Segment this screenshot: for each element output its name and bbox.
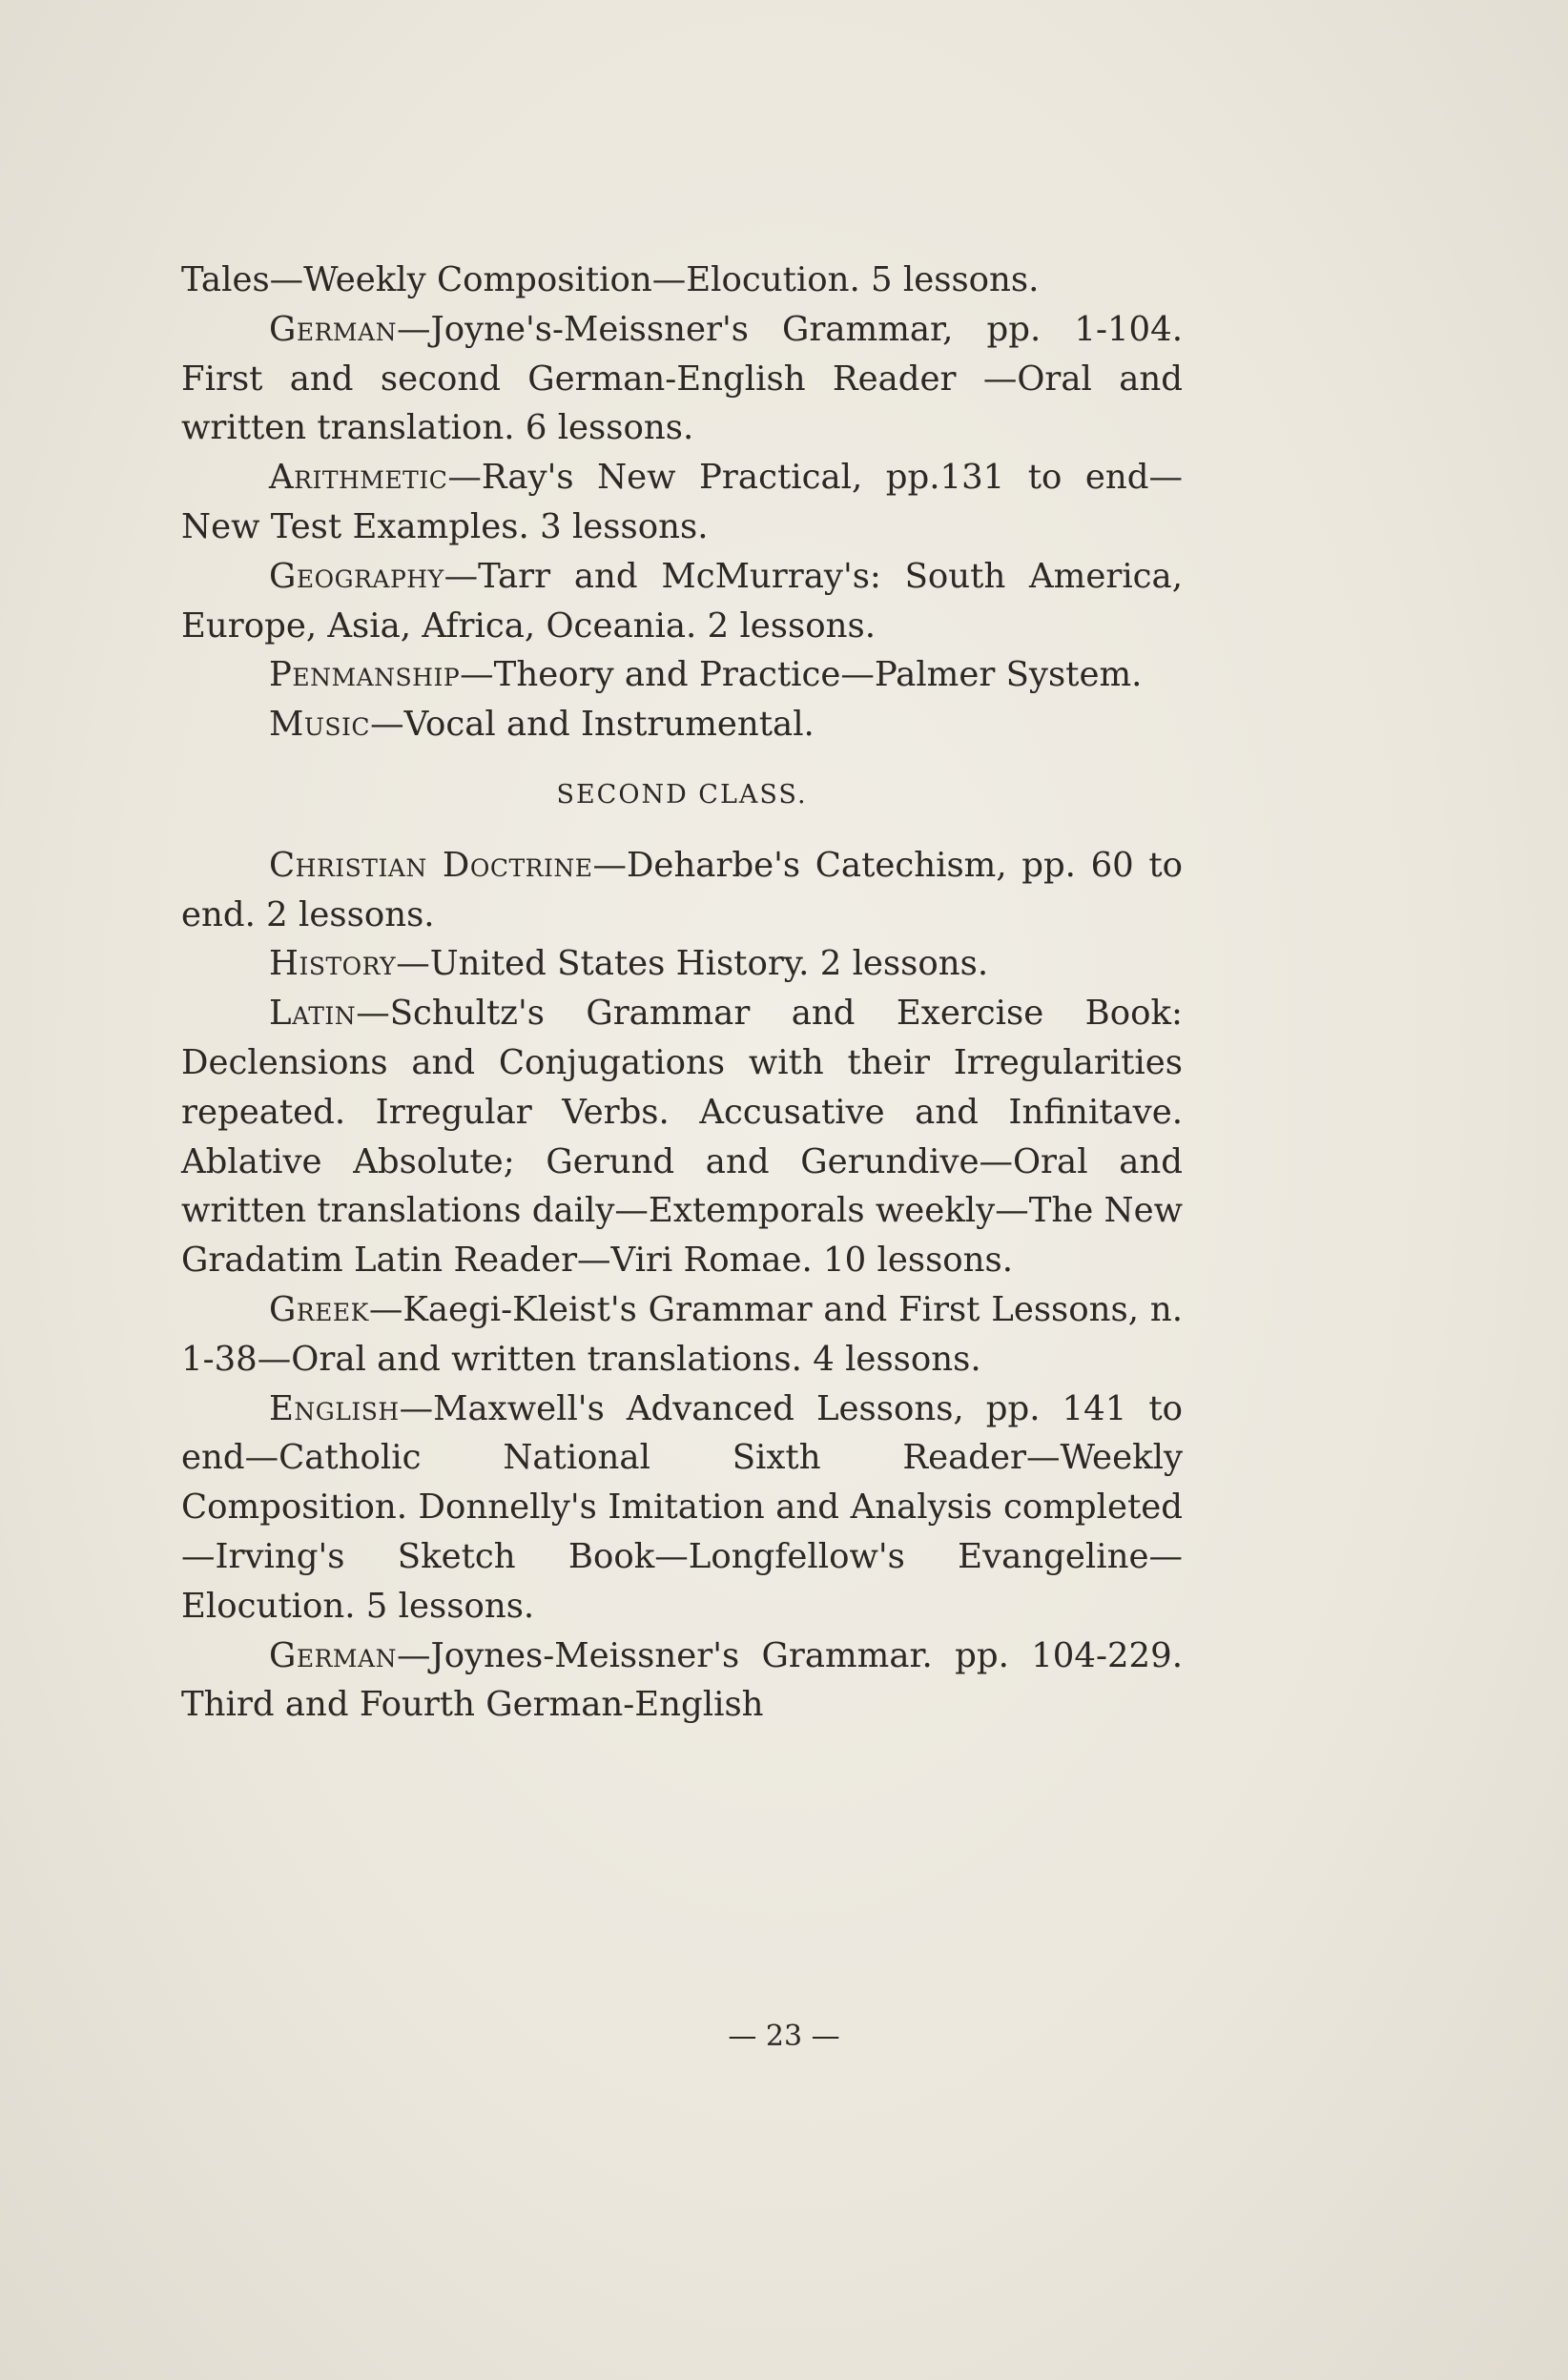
- entry-text: —Joynes-Meissner's Grammar. pp. 104-229. Third and Fourth German-English: [181, 1635, 1183, 1725]
- entry-subject: Greek: [269, 1289, 369, 1329]
- entry-text: —Theory and Practice—Palmer System.: [460, 655, 1143, 695]
- entry-text: —Joyne's-Meissner's Grammar, pp. 1-104. First and second German-English Reader —Oral and written translation. 6 lessons.: [181, 309, 1183, 448]
- entry-subject: Latin: [269, 994, 357, 1034]
- continuation-paragraph: [181, 256, 1183, 305]
- entry-subject: Geography: [269, 556, 444, 596]
- entry-subject: Music: [269, 705, 371, 745]
- entry-text: —Schultz's Grammar and Exercise Book: Declensions and Conjugations with their Irregularities repeated. Irregular Verbs. Accusative and Infinitave. Ablative Absolute; Gerund and Gerundive—Oral and written translations daily—Extemporals weekly—The New Gradatim Latin Reader—Viri Romae. 10 lessons.: [181, 994, 1183, 1281]
- entry-history: [181, 939, 1183, 989]
- page-text: [181, 256, 1183, 1730]
- page-number: — 23 —: [728, 2020, 840, 2053]
- entry-latin: [181, 989, 1183, 1285]
- entry-subject: English: [269, 1388, 400, 1428]
- entry-music: [181, 700, 1183, 749]
- entry-subject: Christian Doctrine: [269, 845, 593, 885]
- entry-penmanship: [181, 650, 1183, 700]
- entry-text: —Vocal and Instrumental.: [370, 705, 815, 745]
- entry-geography: [181, 552, 1183, 651]
- entry-christian-doctrine: [181, 841, 1183, 940]
- entry-arithmetic: [181, 453, 1183, 552]
- entry-subject: History: [269, 944, 397, 984]
- entry-greek: [181, 1285, 1183, 1385]
- entry-subject: Arithmetic: [269, 458, 448, 498]
- entry-subject: Penmanship: [269, 655, 461, 695]
- entry-text: —Deharbe's Catechism, pp. 60 to end. 2 lessons.: [181, 845, 1183, 934]
- section-heading: SECOND CLASS.: [556, 779, 808, 810]
- continuation-text: Tales—Weekly Composition—Elocution. 5 lessons.: [181, 260, 1040, 299]
- entry-text: —Ray's New Practical, pp.131 to end—New Test Examples. 3 lessons.: [181, 458, 1183, 546]
- entry-text: —Maxwell's Advanced Lessons, pp. 141 to end—Catholic National Sixth Reader—Weekly Composition. Donnelly's Imitation and Analysis completed—Irving's Sketch Book—Longfellow's Evangeline—Elocution. 5 lessons.: [181, 1388, 1183, 1626]
- entry-text: —Tarr and McMurray's: South America, Europe, Asia, Africa, Oceania. 2 lessons.: [181, 556, 1183, 646]
- entry-german-second-class: [181, 1631, 1183, 1731]
- entry-subject: German: [269, 1635, 397, 1675]
- entry-german-first-class: [181, 305, 1183, 453]
- entry-subject: German: [269, 309, 397, 349]
- entry-text: —United States History. 2 lessons.: [396, 944, 989, 984]
- entry-english: [181, 1385, 1183, 1631]
- entry-text: —Kaegi-Kleist's Grammar and First Lessons, n. 1-38—Oral and written translations. 4 lessons.: [181, 1289, 1183, 1379]
